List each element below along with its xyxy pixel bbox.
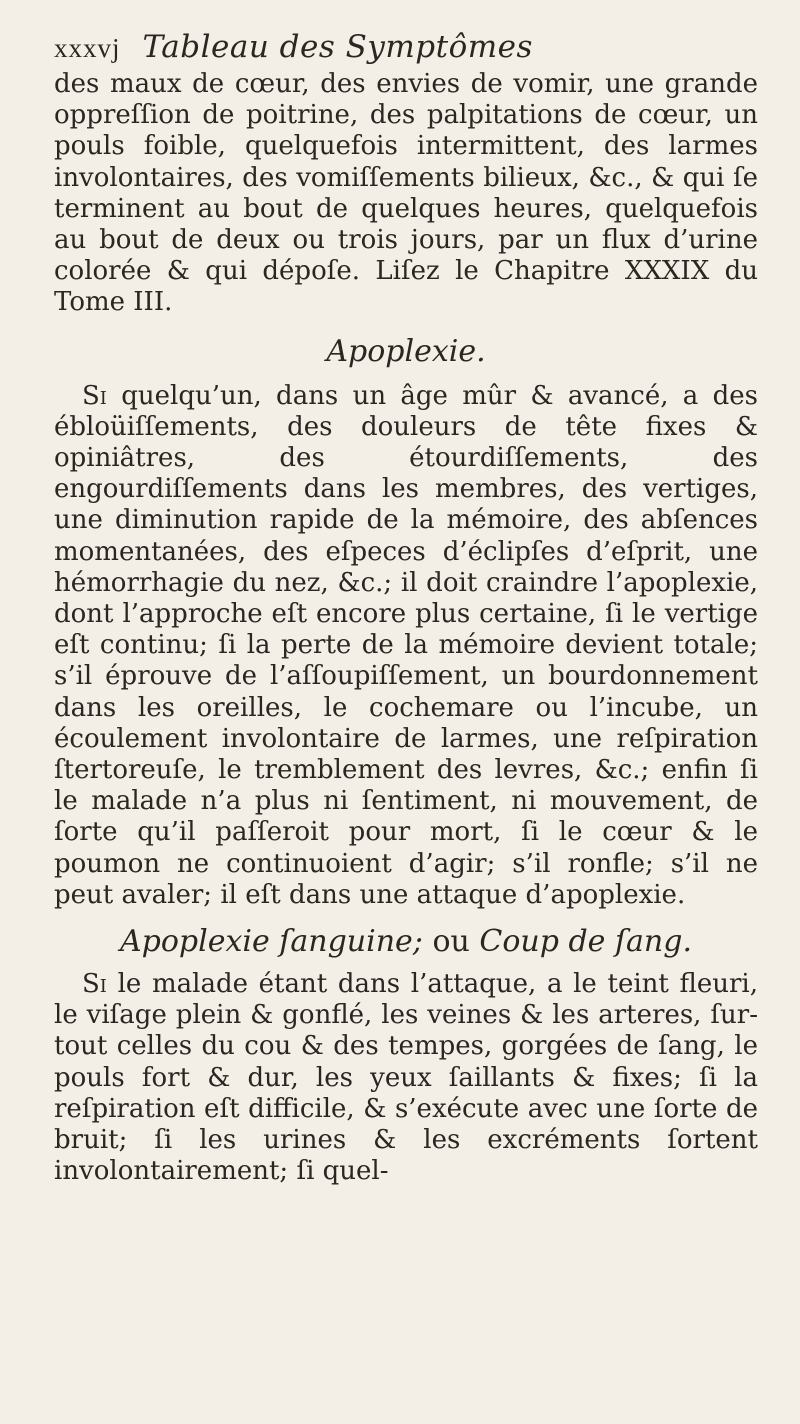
paragraph-text: quelqu’un, dans un âge mûr & avancé, a des ébloüiſſements, des douleurs de tête fixes & opiniâtres, des étourdiſſements, des engourdiſſements dans les membres, des vertiges, une diminution rapide de la mémoire, des abſences momentanées, des eſpeces d’éclipſes d’eſprit, une hémorrhagie du nez, &c.; il doit craindre l’apoplexie, dont l’approche eſt encore plus certaine, ſi le vertige eſt continu; ſi la perte de la mémoire devient totale; s’il éprouve de l’aſſoupiſſement, un bourdonnement dans les oreilles, le cochemare ou l’incube, un écoulement involontaire de larmes, une reſpiration ſtertoreuſe, le tremblement des levres, &c.; enfin ſi le malade n’a plus ni ſentiment, ni mouvement, de ſorte qu’il paſſeroit pour mort, ſi le cœur & le poumon ne continuoient d’agir; s’il ronfle; s’il ne peut avaler; il eſt dans une attaque d’apoplexie. — [54, 380, 758, 910]
section-heading-apoplexie-sanguine — [54, 925, 758, 959]
paragraph-continuation: des maux de cœur, des envies de vomir, une grande oppreſſion de poitrine, des palpitations de cœur, un pouls foible, quelquefois intermittent, des larmes involontaires, des vomiſſements bilieux, &c., & qui ſe terminent au bout de quelques heures, quelquefois au bout de deux ou trois jours, par un flux d’urine colorée & qui dépoſe. Liſez le Chapitre XXXIX du Tome III. — [54, 69, 758, 318]
lead-word: Si — [82, 969, 107, 1000]
section-heading-apoplexie: Apoplexie. — [326, 333, 486, 369]
paragraph-apoplexie — [54, 381, 758, 911]
page-folio: xxxvj — [54, 33, 121, 63]
heading-part-1: Apoplexie ſanguine; — [119, 924, 423, 960]
heading-connector: ou — [432, 924, 470, 960]
paragraph-text: le malade étant dans l’attaque, a le teint fleuri, le viſage plein & gonflé, les veines & les arteres, ſur-tout celles du cou & des tempes, gorgées de ſang, le pouls fort & dur, les yeux ſaillants & fixes; ſi la reſpiration eſt difficile, & s’exécute avec une ſorte de bruit; ſi les urines & les excréments ſortent involontairement; ſi quel- — [54, 969, 758, 1187]
heading-part-2: Coup de ſang. — [479, 924, 692, 960]
running-title: Tableau des Symptômes — [142, 29, 533, 65]
running-head — [54, 30, 758, 65]
paragraph-apoplexie-sanguine — [54, 969, 758, 1187]
lead-word: Si — [82, 380, 107, 411]
